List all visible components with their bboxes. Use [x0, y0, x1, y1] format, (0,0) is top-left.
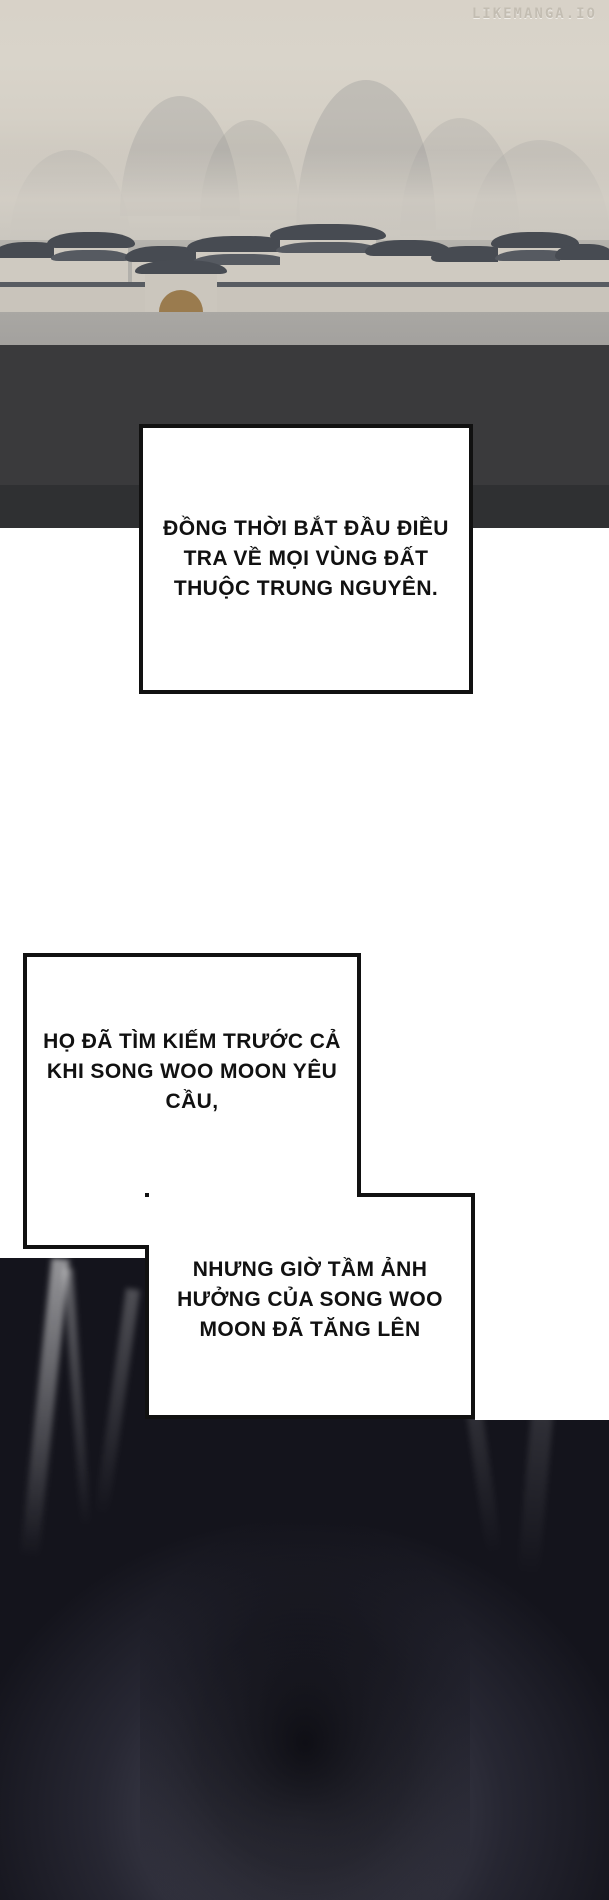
speech-bubble	[23, 953, 361, 1199]
speech-bubble-text: NHƯNG GIỜ TẦM ẢNH HƯỞNG CỦA SONG WOO MOON ĐÃ TĂNG LÊN	[177, 1258, 443, 1341]
panel-establishing-shot	[0, 0, 609, 345]
speech-bubble-tail	[23, 1197, 149, 1249]
speech-bubble-text: ĐỒNG THỜI BẮT ĐẦU ĐIỀU TRA VỀ MỌI VÙNG ĐẤT THUỘC TRUNG NGUYÊN.	[163, 517, 449, 600]
light-streak	[94, 1288, 140, 1518]
light-streak	[63, 1268, 91, 1528]
speech-bubble-text: HỌ ĐÃ TÌM KIẾM TRƯỚC CẢ KHI SONG WOO MOON YÊU CẦU,	[43, 1030, 341, 1113]
speech-bubble-merge	[149, 1193, 357, 1199]
site-watermark: LIKEMANGA.IO	[471, 6, 597, 22]
light-streak	[20, 1258, 69, 1558]
panel-white-wedge	[475, 1258, 609, 1420]
palace-complex	[0, 214, 609, 292]
shadow-figure	[140, 1508, 470, 1900]
speech-bubble	[145, 1197, 475, 1419]
courtyard-ground	[0, 312, 609, 345]
speech-bubble	[139, 424, 473, 694]
